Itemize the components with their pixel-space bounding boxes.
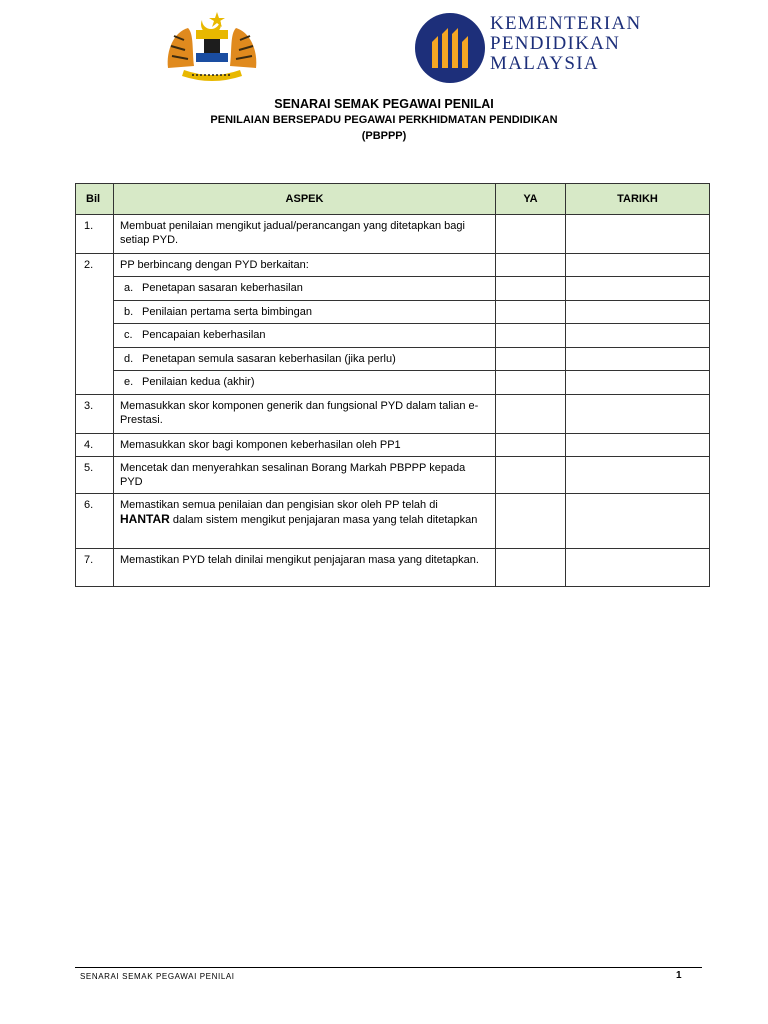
cell-bil: 5. [76, 457, 114, 494]
table-row [76, 254, 710, 277]
cell-tarikh[interactable] [566, 348, 710, 371]
cell-tarikh[interactable] [566, 277, 710, 301]
sub-letter: b. [124, 306, 134, 318]
cell-aspek-sub [114, 371, 496, 395]
title-acronym: (PBPPP) [361, 130, 407, 142]
cell-ya[interactable] [496, 348, 566, 371]
cell-ya[interactable] [496, 277, 566, 301]
cell-aspek-sub [114, 301, 496, 324]
table-row [76, 457, 710, 494]
cell-bil: 3. [76, 395, 114, 434]
cell-ya[interactable] [496, 395, 566, 434]
cell-tarikh[interactable] [566, 324, 710, 348]
table-row [76, 395, 710, 434]
cell-aspek-sub [114, 324, 496, 348]
cell-aspek: Memasukkan skor komponen generik dan fungsional PYD dalam talian e-Prestasi. [114, 395, 496, 434]
table-subrow [76, 277, 710, 301]
cell-aspek: Memasukkan skor bagi komponen keberhasilan oleh PP1 [114, 434, 496, 457]
kpm-line-1: KEMENTERIAN [490, 13, 642, 34]
table-subrow [76, 371, 710, 395]
page-number: 1 [676, 970, 682, 981]
cell-tarikh[interactable] [566, 494, 710, 549]
table-header-row [76, 184, 710, 215]
cell-aspek-sub [114, 348, 496, 371]
checklist-table [75, 183, 710, 587]
table-row [76, 434, 710, 457]
cell-ya[interactable] [496, 254, 566, 277]
table-subrow [76, 324, 710, 348]
kpm-logo-icon [414, 12, 486, 84]
cell-ya[interactable] [496, 457, 566, 494]
cell-tarikh[interactable] [566, 457, 710, 494]
cell-tarikh[interactable] [566, 215, 710, 254]
cell-aspek [114, 494, 496, 549]
aspek-text-pre: Memastikan semua penilaian dan pengisian skor oleh PP telah di [120, 499, 438, 511]
footer-divider [75, 967, 702, 968]
cell-aspek: Mencetak dan menyerahkan sesalinan Borang Markah PBPPP kepada PYD [114, 457, 496, 494]
table-subrow [76, 301, 710, 324]
header-logos [0, 0, 768, 90]
cell-tarikh[interactable] [566, 301, 710, 324]
sub-letter: d. [124, 353, 134, 365]
header-aspek: ASPEK [114, 184, 496, 215]
cell-aspek: Memastikan PYD telah dinilai mengikut penjajaran masa yang ditetapkan. [114, 549, 496, 587]
cell-aspek: Membuat penilaian mengikut jadual/perancangan yang ditetapkan bagi setiap PYD. [114, 215, 496, 254]
title-program: PENILAIAN BERSEPADU PEGAWAI PERKHIDMATAN PENDIDIKAN [210, 114, 558, 126]
cell-ya[interactable] [496, 549, 566, 587]
header-bil: Bil [76, 184, 114, 215]
aspek-text-post: dalam sistem mengikut penjajaran masa yang telah ditetapkan [169, 514, 478, 526]
table-row [76, 494, 710, 549]
kpm-line-2: PENDIDIKAN [490, 33, 621, 54]
cell-bil: 4. [76, 434, 114, 457]
table-subrow [76, 348, 710, 371]
sub-text: Penetapan semula sasaran keberhasilan (jika perlu) [142, 353, 396, 365]
cell-tarikh[interactable] [566, 371, 710, 395]
document-titles [0, 97, 768, 146]
cell-bil: 6. [76, 494, 114, 549]
sub-letter: c. [124, 329, 133, 341]
cell-ya[interactable] [496, 494, 566, 549]
cell-tarikh[interactable] [566, 395, 710, 434]
sub-text: Penilaian pertama serta bimbingan [142, 306, 312, 318]
title-checklist: SENARAI SEMAK PEGAWAI PENILAI [274, 97, 494, 111]
cell-tarikh[interactable] [566, 254, 710, 277]
kpm-wordmark [490, 14, 642, 74]
table-row [76, 215, 710, 254]
cell-ya[interactable] [496, 434, 566, 457]
sub-text: Pencapaian keberhasilan [142, 329, 266, 341]
cell-ya[interactable] [496, 301, 566, 324]
sub-letter: e. [124, 376, 134, 388]
sub-text: Penilaian kedua (akhir) [142, 376, 255, 388]
cell-aspek: PP berbincang dengan PYD berkaitan: [114, 254, 496, 277]
cell-bil: 1. [76, 215, 114, 254]
cell-ya[interactable] [496, 215, 566, 254]
cell-bil: 7. [76, 549, 114, 587]
header-ya: YA [496, 184, 566, 215]
sub-letter: a. [124, 282, 134, 294]
cell-bil: 2. [76, 254, 114, 395]
kpm-line-3: MALAYSIA [490, 53, 599, 74]
header-tarikh: TARIKH [566, 184, 710, 215]
cell-tarikh[interactable] [566, 549, 710, 587]
aspek-text-bold: HANTAR [120, 512, 170, 526]
footer-title: SENARAI SEMAK PEGAWAI PENILAI [80, 972, 235, 981]
cell-ya[interactable] [496, 371, 566, 395]
coat-of-arms-icon [162, 10, 262, 82]
table-row [76, 549, 710, 587]
sub-text: Penetapan sasaran keberhasilan [142, 282, 303, 294]
cell-aspek-sub [114, 277, 496, 301]
cell-ya[interactable] [496, 324, 566, 348]
cell-tarikh[interactable] [566, 434, 710, 457]
